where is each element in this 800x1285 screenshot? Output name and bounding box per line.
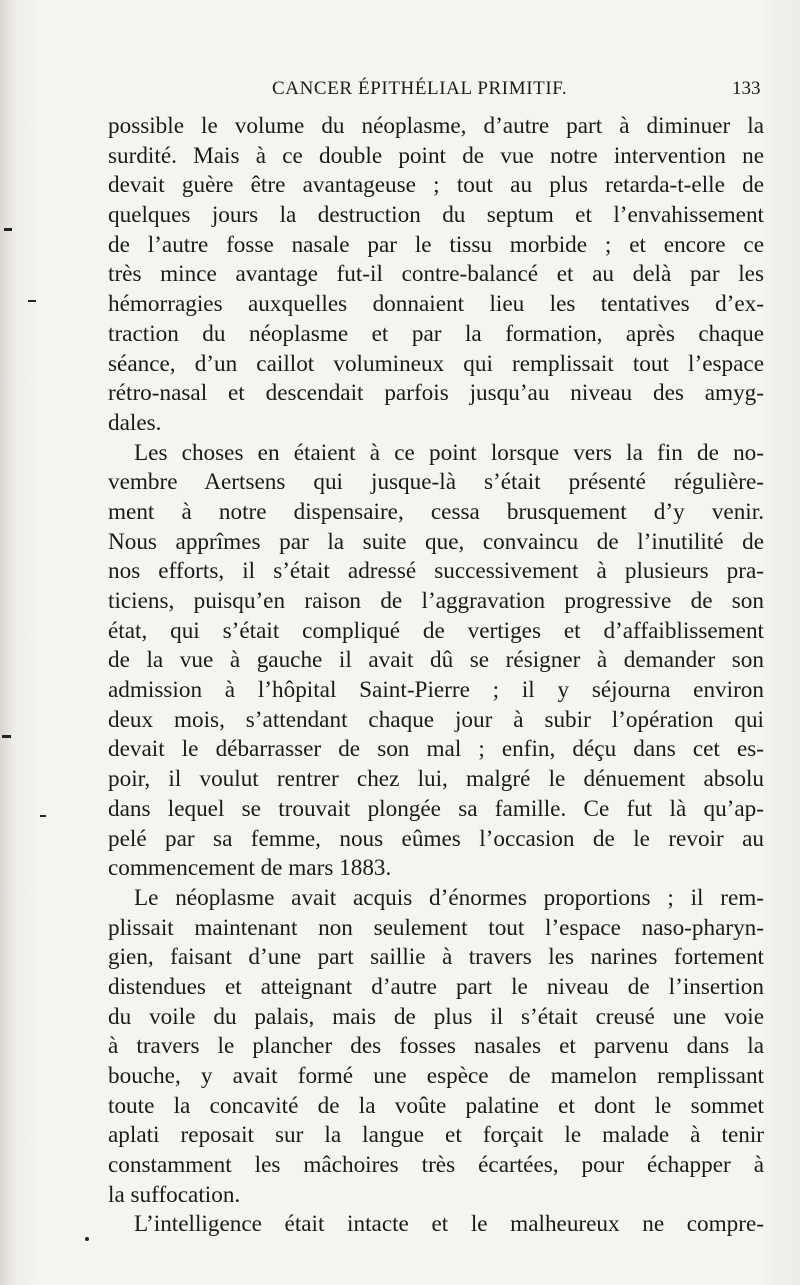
margin-mark <box>85 1237 89 1241</box>
text-line: dales. <box>108 409 162 436</box>
text-line: de la vue à gauche il avait dû se résigner à demander son <box>108 647 764 674</box>
text-line: du voile du palais, mais de plus il s’était creusé une voie <box>108 1003 764 1030</box>
text-line: nos efforts, il s’était adressé successivement à plusieurs pra- <box>108 558 764 585</box>
text-line: possible le volume du néoplasme, d’autre part à diminuer la <box>108 113 764 139</box>
text-line: dans lequel se trouvait plongée sa famille. Ce fut là qu’ap- <box>108 795 764 822</box>
text-line: Nous apprîmes par la suite que, convaincu de l’inutilité de <box>108 528 764 555</box>
text-line: état, qui s’était compliqué de vertiges et d’affaiblissement <box>108 617 764 644</box>
page-header <box>0 78 800 108</box>
text-line: hémorragies auxquelles donnaient lieu les tentatives d’ex- <box>108 291 764 318</box>
text-line: aplati reposait sur la langue et forçait le malade à tenir <box>108 1122 764 1149</box>
text-line: Les choses en étaient à ce point lorsque vers la fin de no- <box>134 439 764 466</box>
text-line: gien, faisant d’une part saillie à travers les narines fortement <box>108 944 764 971</box>
text-line: vembre Aertsens qui jusque-là s’était présenté régulière- <box>108 469 764 496</box>
text-line: surdité. Mais à ce double point de vue notre intervention ne <box>108 142 764 169</box>
text-line: devait le débarrasser de son mal ; enfin, déçu dans cet es- <box>108 736 764 763</box>
margin-mark <box>28 300 36 302</box>
body-text <box>108 112 764 1240</box>
text-line: très mince avantage fut-il contre-balancé et au delà par les <box>108 261 764 288</box>
text-line: devait guère être avantageuse ; tout au plus retarda-t-elle de <box>108 172 764 199</box>
text-line: poir, il voulut rentrer chez lui, malgré le dénuement absolu <box>108 766 764 793</box>
page-number: 133 <box>732 78 761 99</box>
text-line: rétro-nasal et descendait parfois jusqu’au niveau des amyg- <box>108 380 764 407</box>
running-title: CANCER ÉPITHÉLIAL PRIMITIF. <box>272 78 568 99</box>
text-line: constamment les mâchoires très écartées, pour échapper à <box>108 1152 764 1179</box>
text-line: séance, d’un caillot volumineux qui remplissait tout l’espace <box>108 350 764 377</box>
text-line: pelé par sa femme, nous eûmes l’occasion de le revoir au <box>108 825 764 852</box>
text-line: plissait maintenant non seulement tout l’espace naso-pharyn- <box>108 914 764 941</box>
margin-mark <box>2 735 11 738</box>
text-line: de l’autre fosse nasale par le tissu morbide ; et encore ce <box>108 231 764 258</box>
text-line: toute la concavité de la voûte palatine et dont le sommet <box>108 1092 764 1119</box>
text-line: bouche, y avait formé une espèce de mamelon remplissant <box>108 1063 764 1089</box>
text-line: deux mois, s’attendant chaque jour à subir l’opération qui <box>108 706 764 733</box>
margin-mark <box>40 815 46 817</box>
text-line: ment à notre dispensaire, cessa brusquement d’y venir. <box>108 498 764 525</box>
text-line: traction du néoplasme et par la formation, après chaque <box>108 320 764 347</box>
text-line: admission à l’hôpital Saint-Pierre ; il y séjourna environ <box>108 677 764 704</box>
text-line: commencement de mars 1883. <box>108 855 392 882</box>
text-line: Le néoplasme avait acquis d’énormes proportions ; il rem- <box>134 884 764 911</box>
text-line: L’intelligence était intacte et le malheureux ne compre- <box>134 1211 764 1238</box>
text-line: ticiens, puisqu’en raison de l’aggravation progressive de son <box>108 588 764 614</box>
text-line: la suffocation. <box>108 1181 241 1208</box>
margin-mark <box>4 228 12 231</box>
text-line: distendues et atteignant d’autre part le niveau de l’insertion <box>108 973 764 1000</box>
text-line: quelques jours la destruction du septum et l’envahissement <box>108 202 764 229</box>
text-line: à travers le plancher des fosses nasales et parvenu dans la <box>108 1033 764 1060</box>
